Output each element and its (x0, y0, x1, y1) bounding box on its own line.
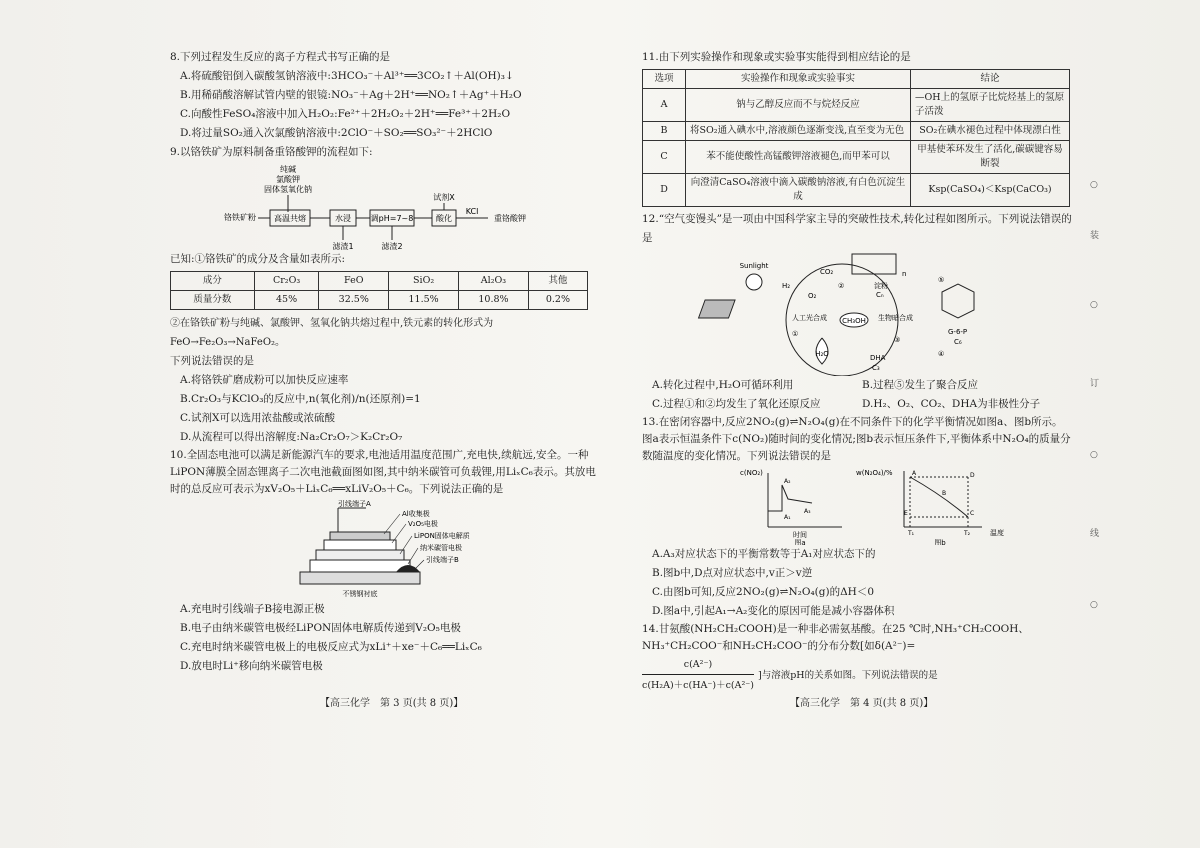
label-n: n (902, 270, 907, 278)
q11-cell: 向澄清CaSO₄溶液中滴入碳酸钠溶液,有白色沉淀生成 (686, 174, 911, 207)
label-cn: Cₙ (876, 291, 884, 299)
label-step4: ④ (938, 350, 945, 358)
q11-table (642, 69, 1070, 207)
page-4-footer: 【高三化学 第 4 页(共 8 页)】 (790, 698, 934, 709)
q11-cell: D (643, 174, 686, 207)
q12-options (642, 376, 1072, 414)
q14-fraction-numerator: c(A²⁻) (683, 659, 713, 670)
q9-known: 已知:①铬铁矿的成分及含量如表所示: (170, 253, 346, 265)
flow-step-4: 酸化 (436, 214, 452, 223)
q11-header: 选项 (643, 70, 686, 89)
label-h2o: H₂O (815, 350, 829, 358)
label-al-collector: Al收集极 (402, 510, 430, 518)
q14-tail: ]与溶液pH的关系如图。下列说法错误的是 (758, 669, 938, 681)
q10-option-b: B.电子由纳米碳管电极经LiPON固体电解质传递到V₂O₅电极 (180, 622, 461, 634)
q14-fraction (642, 655, 754, 695)
table-header: 成分 (171, 272, 255, 291)
q13-option-d: D.图a中,引起A₁→A₂变化的原因可能是减小容器体积 (652, 605, 895, 617)
flow-reagent-3: 固体氢氧化钠 (264, 185, 312, 194)
q14-stem: 14.甘氨酸(NH₂CH₂COOH)是一种非必需氨基酸。在25 ℃时,NH₃⁺CH₂COOH、NH₃⁺CH₂COO⁻和NH₂CH₂COO⁻的分布分数[如δ(A²⁻)= (642, 623, 1029, 652)
table-cell: 32.5% (319, 291, 389, 310)
label-bio-dark-synthesis: 生物暗合成 (878, 314, 913, 322)
margin-mark: ○ (1090, 450, 1098, 460)
q12-option-d: D.H₂、O₂、CO₂、DHA为非极性分子 (862, 398, 1041, 410)
q11-cell: 钠与乙醇反应而不与烷烃反应 (686, 89, 911, 122)
q9-option-d: D.从流程可以得出溶解度:Na₂Cr₂O₇＞K₂Cr₂O₇ (180, 431, 403, 443)
table-cell: 10.8% (459, 291, 529, 310)
fig-b-point-a: A (912, 470, 917, 477)
table-header: 其他 (528, 272, 587, 291)
q11-cell: B (643, 122, 686, 141)
label-terminal-b: 引线端子B (426, 556, 459, 564)
page-3-footer: 【高三化学 第 3 页(共 8 页)】 (320, 698, 464, 709)
label-step1: ① (792, 330, 799, 338)
flow-kcl: KCl (465, 207, 479, 216)
fig-a-name: 图a (794, 539, 806, 545)
q9-note: ②在铬铁矿粉与纯碱、氯酸钾、氢氧化钠共熔过程中,铁元素的转化形式为FeO→Fe₂O₃→NaFeO₂。 (170, 318, 494, 348)
q11-header: 结论 (911, 70, 1070, 89)
q11-cell: A (643, 89, 686, 122)
label-ch3oh: CH₃OH (842, 317, 866, 325)
q8-option-b: B.用稀硝酸溶解试管内壁的银镜:NO₃⁻＋Ag＋2H⁺══NO₂↑＋Ag⁺＋H₂O (180, 89, 522, 101)
right-page (642, 48, 1072, 695)
flow-step-1: 高温共熔 (274, 214, 306, 223)
fig-b-name: 图b (934, 539, 946, 545)
label-terminal-a: 引线端子A (338, 500, 371, 508)
flow-residue-2: 滤渣2 (381, 242, 403, 250)
label-co2: CO₂ (820, 268, 834, 276)
q9-option-c: C.试剂X可以选用浓盐酸或浓硫酸 (180, 412, 335, 424)
flow-start: 铬铁矿粉 (224, 213, 256, 222)
margin-mark: ○ (1090, 300, 1098, 310)
fig-b-point-b: B (942, 490, 947, 497)
fig-a-point-a1: A₁ (784, 514, 791, 521)
fig-b-t1: T₁ (908, 530, 915, 537)
table-header: SiO₂ (389, 272, 459, 291)
q10-stem: 10.全固态电池可以满足新能源汽车的要求,电池适用温度范围广,充电快,续航远,安全。一种LiPON薄膜全固态锂离子二次电池截面图如图,其中纳米碳管可负载锂,用LiₓC₆表示。其放电时的总反应可表示为xV₂O₅＋LiₓC₆══xLiV₂O₅＋C₆。下列说法正确的是 (170, 449, 596, 495)
q8-option-a: A.将硫酸铝倒入碳酸氢钠溶液中:3HCO₃⁻＋Al³⁺══3CO₂↑＋Al(OH)₃↓ (180, 70, 514, 82)
q9-stem: 9.以铬铁矿为原料制备重铬酸钾的流程如下: (170, 146, 373, 158)
fig-b-point-c: C (970, 510, 975, 517)
q9-option-b: B.Cr₂O₃与KClO₃的反应中,n(氧化剂)/n(还原剂)=1 (180, 393, 421, 405)
q13-option-a: A.A₃对应状态下的平衡常数等于A₁对应状态下的 (652, 548, 876, 560)
q13-option-b: B.图b中,D点对应状态中,v正＞v逆 (652, 567, 813, 579)
label-v2o5: V₂O₅电极 (408, 520, 438, 528)
flow-product: 重铬酸钾 (494, 214, 526, 223)
fig-a-ylabel: c(NO₂) (740, 469, 763, 477)
fig-a-xlabel: 时间 (793, 531, 807, 539)
label-artificial-photosynthesis: 人工光合成 (792, 314, 827, 322)
q13-graphs (642, 465, 1072, 545)
q8-stem: 8.下列过程发生反应的离子方程式书写正确的是 (170, 51, 391, 63)
flow-reagent-1: 纯碱 (280, 165, 296, 174)
q14-fraction-line (642, 655, 1072, 695)
margin-mark: 订 (1090, 379, 1100, 389)
fig-b-point-e: E (904, 510, 908, 517)
margin-mark: ○ (1090, 600, 1098, 610)
label-starch: 淀粉 (874, 282, 888, 290)
flow-step-2: 水浸 (335, 214, 351, 223)
q9-composition-table (170, 271, 588, 310)
label-step3: ③ (894, 336, 901, 344)
label-lipon: LiPON固体电解质 (414, 532, 470, 540)
q9-option-a: A.将铬铁矿磨成粉可以加快反应速率 (180, 374, 349, 386)
q13-option-c: C.由图b可知,反应2NO₂(g)⇌N₂O₄(g)的ΔH＜0 (652, 586, 875, 598)
q12-stem: 12.“空气变馒头”是一项由中国科学家主导的突破性技术,转化过程如图所示。下列说法错误的是 (642, 213, 1072, 244)
label-c3: C₃ (872, 364, 880, 372)
label-step5: ⑤ (938, 276, 945, 284)
fig-a-point-a3: A₃ (804, 508, 811, 515)
margin-mark: 装 (1090, 231, 1100, 241)
flow-residue-1: 滤渣1 (332, 242, 354, 250)
q11-header: 实验操作和现象或实验事实 (686, 70, 911, 89)
left-page (170, 48, 600, 676)
label-step2: ② (838, 282, 845, 290)
q11-cell: 将SO₂通入碘水中,溶液颜色逐渐变浅,直至变为无色 (686, 122, 911, 141)
q11-cell: 苯不能使酸性高锰酸钾溶液褪色,而甲苯可以 (686, 141, 911, 174)
q10-option-a: A.充电时引线端子B接电源正极 (180, 603, 325, 615)
label-c6: C₆ (954, 338, 962, 346)
q9-flowchart (170, 162, 600, 250)
fig-b-point-d: D (970, 472, 975, 479)
label-sunlight: Sunlight (739, 262, 769, 270)
margin-mark: 线 (1090, 529, 1100, 539)
q13-stem: 13.在密闭容器中,反应2NO₂(g)⇌N₂O₄(g)在不同条件下的化学平衡情况如图a、图b所示。图a表示恒温条件下c(NO₂)随时间的变化情况;图b表示恒压条件下,平衡体系中N₂O₄的质量分数随温度的变化情况。下列说法错误的是 (642, 416, 1071, 462)
label-h2: H₂ (782, 282, 791, 290)
label-substrate: 不锈钢衬底 (342, 590, 378, 598)
margin-mark: ○ (1090, 180, 1098, 190)
q11-cell: C (643, 141, 686, 174)
q10-option-c: C.充电时纳米碳管电极上的电极反应式为xLi⁺＋xe⁻＋C₆══LiₓC₆ (180, 641, 482, 653)
fig-b-ylabel: w(N₂O₄)/% (856, 469, 893, 477)
table-header: Al₂O₃ (459, 272, 529, 291)
label-nanotube: 纳米碳管电极 (420, 544, 462, 552)
q10-option-d: D.放电时Li⁺移向纳米碳管电极 (180, 660, 323, 672)
label-dha: DHA (870, 354, 886, 362)
table-cell: 0.2% (528, 291, 587, 310)
table-cell: 质量分数 (171, 291, 255, 310)
table-cell: 11.5% (389, 291, 459, 310)
flow-reagent-x: 试剂X (433, 193, 455, 202)
label-g6p: G-6-P (948, 328, 968, 336)
q12-option-c: C.过程①和②均发生了氧化还原反应 (652, 398, 821, 410)
q12-cycle-diagram (642, 248, 1072, 376)
flow-reagent-2: 氯酸钾 (276, 175, 300, 184)
q11-cell: Ksp(CaSO₄)＜Ksp(CaCO₃) (911, 174, 1070, 207)
table-header: FeO (319, 272, 389, 291)
q10-battery-diagram (170, 498, 600, 600)
table-cell: 45% (254, 291, 319, 310)
q11-cell: —OH上的氢原子比烷烃基上的氢原子活泼 (911, 89, 1070, 122)
q11-cell: 甲基使苯环发生了活化,碳碳键容易断裂 (911, 141, 1070, 174)
flow-step-3: 调pH=7~8 (370, 214, 414, 223)
table-header: Cr₂O₃ (254, 272, 319, 291)
label-o2: O₂ (808, 292, 817, 300)
q12-option-a: A.转化过程中,H₂O可循环利用 (652, 379, 794, 391)
fig-a-point-a2: A₂ (784, 478, 791, 485)
fig-b-t2: T₂ (964, 530, 971, 537)
q9-ask: 下列说法错误的是 (170, 355, 254, 367)
q8-option-d: D.将过量SO₂通入次氯酸钠溶液中:2ClO⁻＋SO₂══SO₃²⁻＋2HClO (180, 127, 493, 139)
q8-option-c: C.向酸性FeSO₄溶液中加入H₂O₂:Fe²⁺＋2H₂O₂＋2H⁺══Fe³⁺＋2H₂O (180, 108, 511, 120)
fig-b-xlabel: 温度 (990, 529, 1004, 537)
q11-stem: 11.由下列实验操作和现象或实验事实能得到相应结论的是 (642, 51, 911, 63)
q11-cell: SO₂在碘水褪色过程中体现漂白性 (911, 122, 1070, 141)
q14-fraction-denominator: c(H₂A)＋c(HA⁻)＋c(A²⁻) (642, 674, 754, 695)
q12-option-b: B.过程⑤发生了聚合反应 (862, 379, 979, 391)
